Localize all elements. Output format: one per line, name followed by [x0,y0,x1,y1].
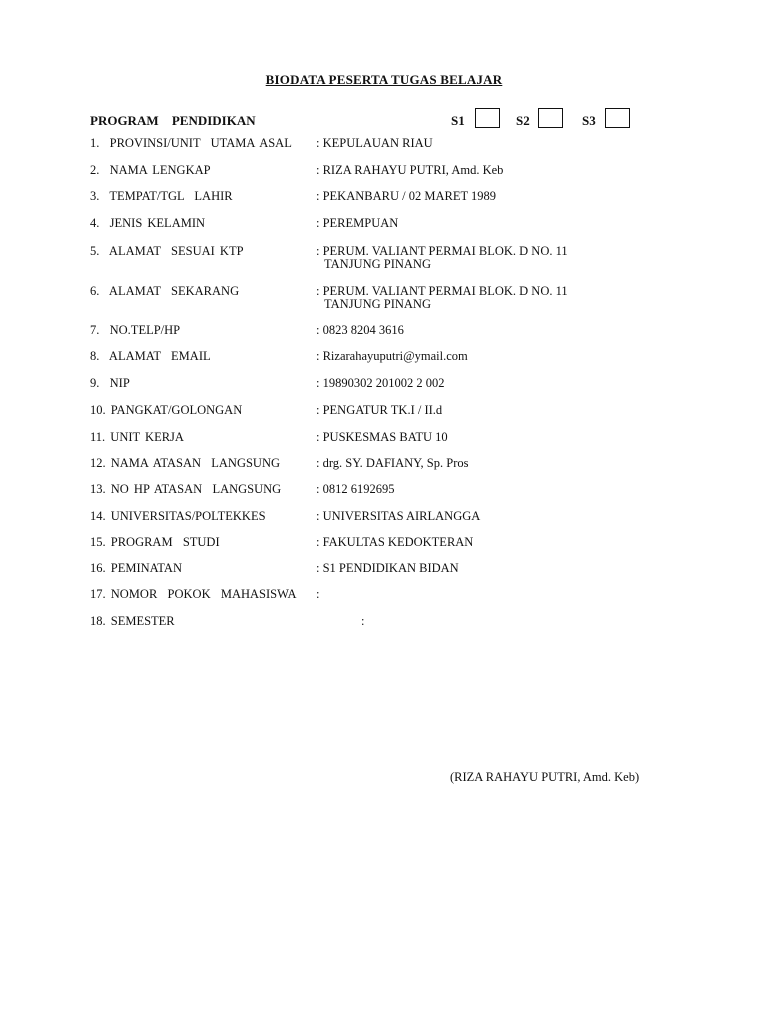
field-value: : KEPULAUAN RIAU [316,136,433,150]
field-label: 16. PEMINATAN [90,561,182,575]
level-label-s1: S1 [451,113,465,128]
checkbox-s2[interactable] [538,108,563,128]
field-label: 10. PANGKAT/GOLONGAN [90,403,243,417]
field-label: 17. NOMOR POKOK MAHASISWA [90,587,297,601]
field-value: : PEREMPUAN [316,216,399,230]
field-value: : drg. SY. DAFIANY, Sp. Pros [316,456,469,470]
field-label: 14. UNIVERSITAS/POLTEKKES [90,509,266,523]
field-label: 2. NAMA LENGKAP [90,163,211,177]
field-label: 15. PROGRAM STUDI [90,535,220,549]
field-value: : PERUM. VALIANT PERMAI BLOK. D NO. 11 [316,284,568,298]
field-label: 3. TEMPAT/TGL LAHIR [90,189,233,203]
field-label: 4. JENIS KELAMIN [90,216,206,230]
field-label: 8. ALAMAT EMAIL [90,349,211,363]
field-value: : PERUM. VALIANT PERMAI BLOK. D NO. 11 [316,244,568,258]
field-value: : [316,587,320,601]
field-value: : 0823 8204 3616 [316,323,404,337]
field-label: 1. PROVINSI/UNIT UTAMA ASAL [90,136,292,150]
field-label: 18. SEMESTER [90,614,175,628]
field-value: : 0812 6192695 [316,482,395,496]
field-label: 5. ALAMAT SESUAI KTP [90,244,244,258]
field-value: : PENGATUR TK.I / II.d [316,403,443,417]
field-value: : 19890302 201002 2 002 [316,376,445,390]
signature-name: (RIZA RAHAYU PUTRI, Amd. Keb) [450,770,640,784]
field-value: : RIZA RAHAYU PUTRI, Amd. Keb [316,163,504,177]
checkbox-s3[interactable] [605,108,630,128]
field-value: : PUSKESMAS BATU 10 [316,430,448,444]
document-title: BIODATA PESERTA TUGAS BELAJAR [265,72,503,87]
field-label: 11. UNIT KERJA [90,430,184,444]
field-value: : PEKANBARU / 02 MARET 1989 [316,189,496,203]
field-label: 9. NIP [90,376,130,390]
field-value: : S1 PENDIDIKAN BIDAN [316,561,459,575]
level-label-s2: S2 [516,113,530,128]
field-label: 12. NAMA ATASAN LANGSUNG [90,456,281,470]
field-value: : Rizarahayuputri@ymail.com [316,349,468,363]
field-label: 13. NO HP ATASAN LANGSUNG [90,482,282,496]
level-label-s3: S3 [582,113,596,128]
program-label: PROGRAM PENDIDIKAN [90,113,256,128]
field-value-continued: TANJUNG PINANG [324,297,431,311]
field-label: 6. ALAMAT SEKARANG [90,284,240,298]
field-value: : FAKULTAS KEDOKTERAN [316,535,474,549]
field-value: : UNIVERSITAS AIRLANGGA [316,509,481,523]
field-value-continued: TANJUNG PINANG [324,257,431,271]
field-label: 7. NO.TELP/HP [90,323,181,337]
field-value: : [361,614,365,628]
checkbox-s1[interactable] [475,108,500,128]
